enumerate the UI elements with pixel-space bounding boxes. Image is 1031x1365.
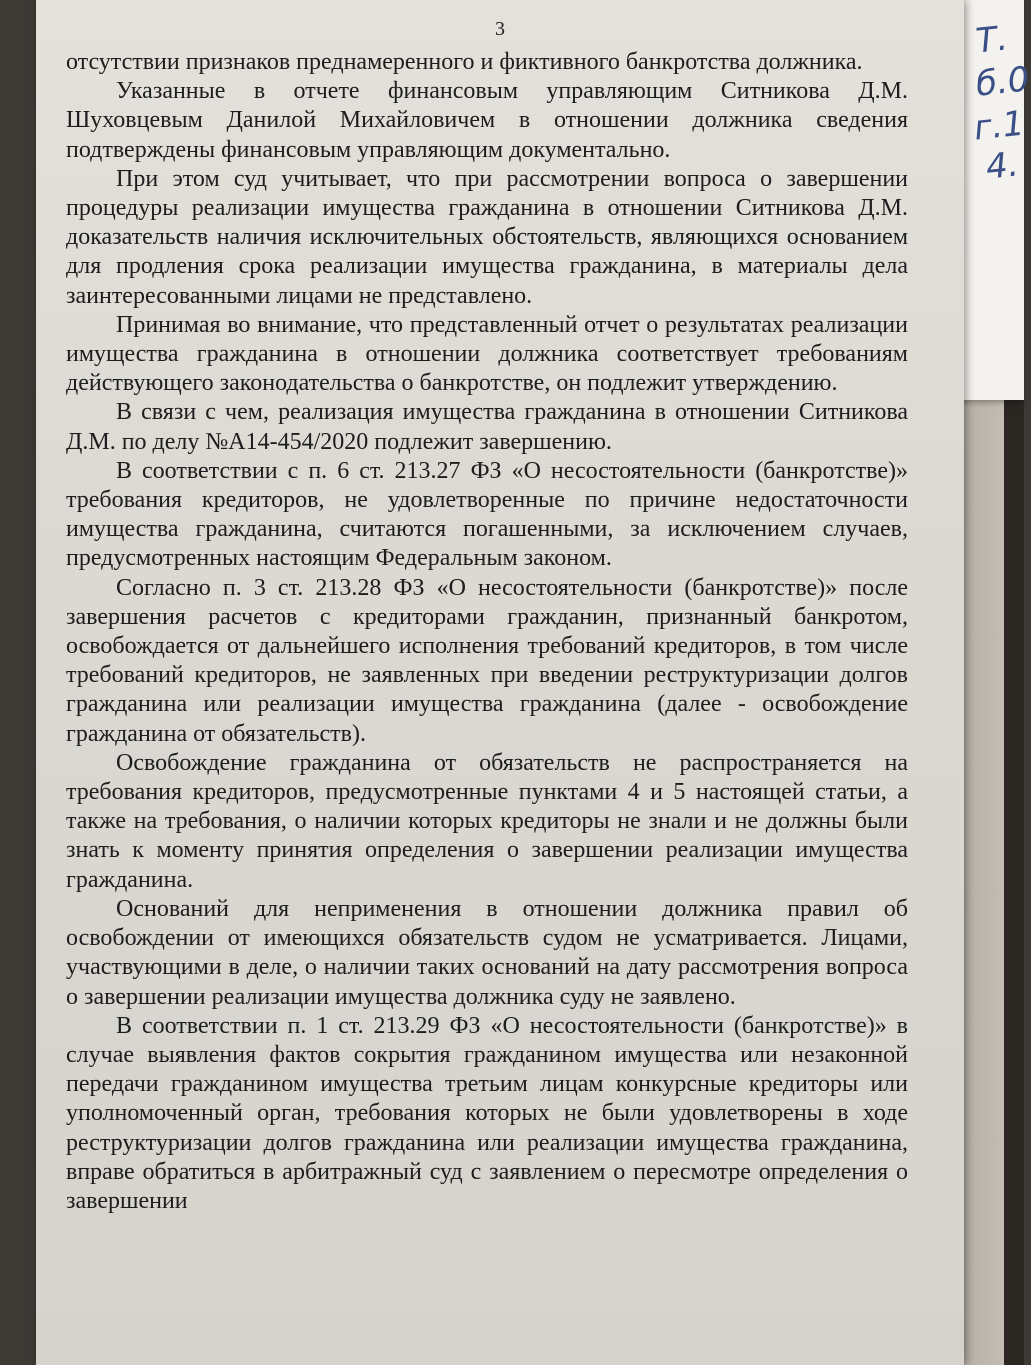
document-body: [66, 48, 908, 1216]
paragraph: При этом суд учитывает, что при рассмотрении вопроса о завершении процедуры реализации имущества гражданина в отношении Ситникова Д.М. доказательств наличия исключительных обстоятельств, являющихся основанием для продления срока реализации имущества гражданина, в материалы дела заинтересованными лицами не представлено.: [66, 165, 908, 309]
document-page: [36, 0, 964, 1365]
background-shadow: [1004, 400, 1024, 1365]
paragraph: В соответствии п. 1 ст. 213.29 ФЗ «О несостоятельности (банкротстве)» в случае выявления фактов сокрытия гражданином имущества или незаконной передачи гражданином имущества третьим лицам конкурсные кредиторы или уполномоченный орган, требования которых не были удовлетворены в ходе реструктуризации долгов гражданина или реализации имущества гражданина, вправе обратиться в арбитражный суд с заявлением о пересмотре определения о завершении: [66, 1012, 908, 1214]
side-sheet: [960, 0, 1031, 400]
paragraph: Освобождение гражданина от обязательств не распространяется на требования кредиторов, предусмотренные пунктами 4 и 5 настоящей статьи, а также на требования, о наличии которых кредиторы не знали и не должны были знать к моменту принятия определения о завершении реализации имущества гражданина.: [66, 749, 908, 893]
paragraph: Оснований для неприменения в отношении должника правил об освобождении от имеющихся обязательств судом не усматривается. Лицами, участвующими в деле, о наличии таких оснований на дату рассмотрения вопроса о завершении реализации имущества должника суду не заявлено.: [66, 895, 908, 1010]
page-number: 3: [495, 18, 505, 40]
paragraph: Указанные в отчете финансовым управляющим Ситникова Д.М. Шуховцевым Данилой Михайловичем в отношении должника сведения подтверждены финансовым управляющим документально.: [66, 78, 908, 163]
handwriting-line: Т.: [973, 18, 1010, 62]
paragraph: Согласно п. 3 ст. 213.28 ФЗ «О несостоятельности (банкротстве)» после завершения расчетов с кредиторами гражданин, признанный банкротом, освобождается от дальнейшего исполнения требований кредиторов, в том числе требований кредиторов, не заявленных при введении реструктуризации долгов гражданина или реализации имущества гражданина (далее - освобождение гражданина от обязательств).: [66, 574, 908, 747]
paragraph: Принимая во внимание, что представленный отчет о результатах реализации имущества гражданина в отношении должника соответствует требованиям действующего законодательства о банкротстве, он подлежит утверждению.: [66, 311, 908, 397]
handwriting-line: 4.: [983, 144, 1021, 188]
handwriting-line: б.0: [974, 59, 1031, 105]
paragraph: В соответствии с п. 6 ст. 213.27 ФЗ «О несостоятельности (банкротстве)» требования кредиторов, не удовлетворенные по причине недостаточности имущества гражданина, считаются погашенными, за исключением случаев, предусмотренных настоящим Федеральным законом.: [66, 457, 908, 572]
paragraph: отсутствии признаков преднамеренного и фиктивного банкротства должника.: [66, 49, 863, 75]
paragraph: В связи с чем, реализация имущества гражданина в отношении Ситникова Д.М. по делу №А14-454/2020 подлежит завершению.: [66, 399, 908, 455]
handwriting-line: г.1: [972, 103, 1027, 149]
handwritten-notes: [960, 0, 1031, 400]
